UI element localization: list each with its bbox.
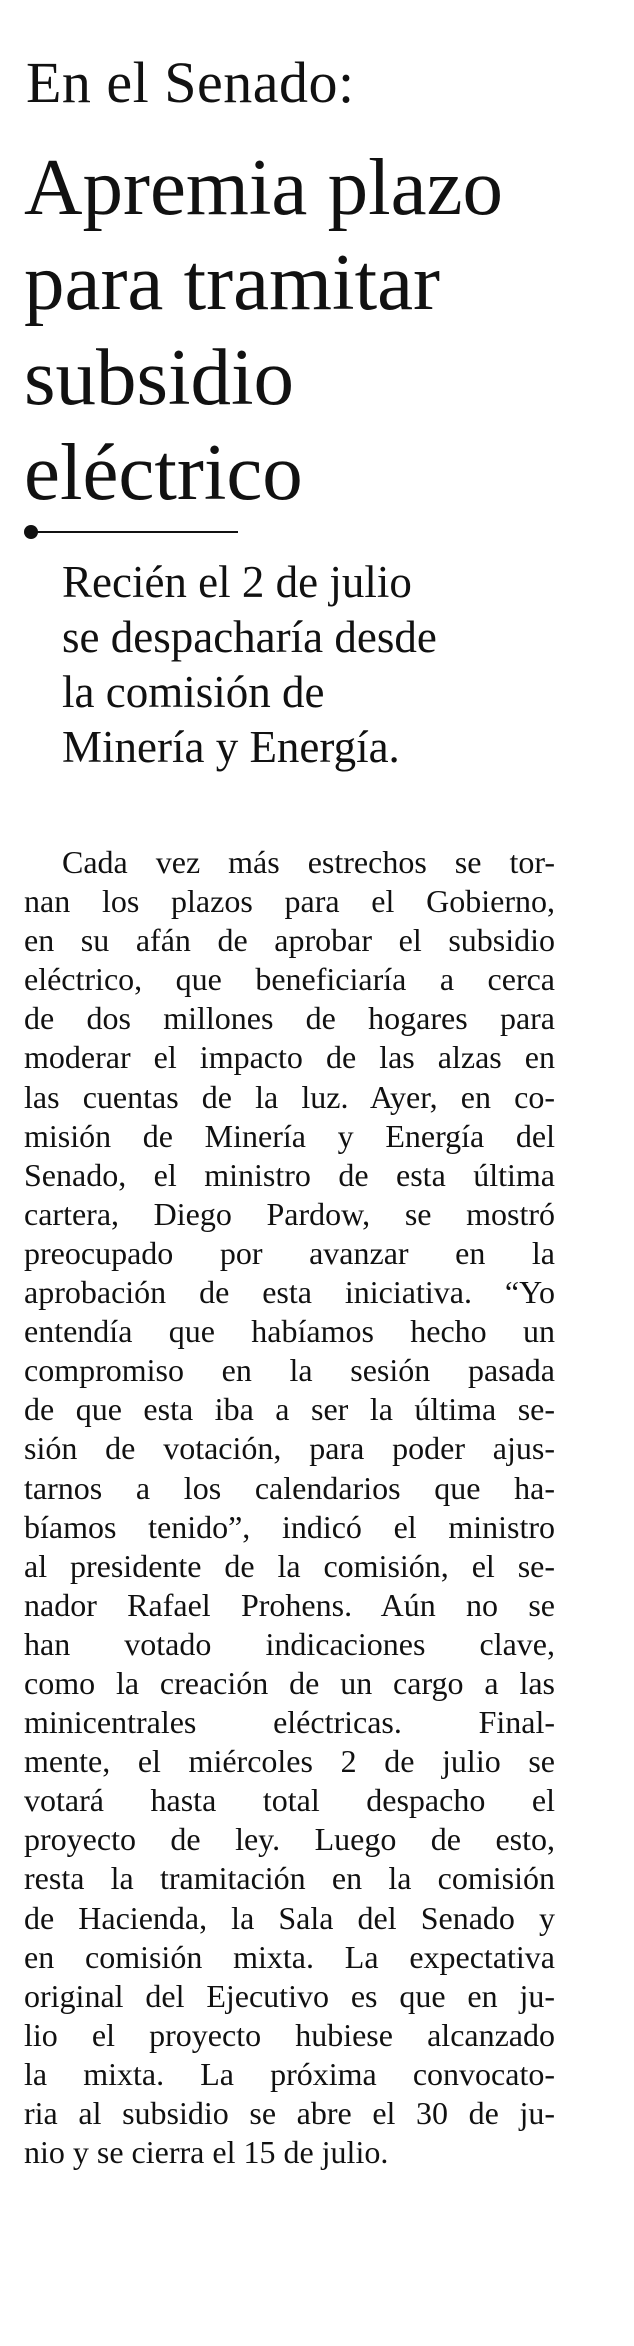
body-line: aprobación de esta iniciativa. “Yo [24, 1274, 555, 1311]
body-line: nan los plazos para el Gobierno, [24, 883, 555, 920]
deck-line: Minería y Energía. [62, 722, 400, 772]
body-line: las cuentas de la luz. Ayer, en co- [24, 1078, 555, 1115]
body-line: ria al subsidio se abre el 30 de ju- [24, 2095, 555, 2131]
body-line: resta la tramitación en la comisión [24, 1860, 555, 1897]
body-line: sión de votación, para poder ajus- [24, 1430, 555, 1467]
body-line: mente, el miércoles 2 de julio se [24, 1743, 555, 1780]
body-line: eléctrico, que beneficiaría a cerca [24, 961, 555, 998]
body-line: Senado, el ministro de esta última [24, 1156, 555, 1193]
body-line: han votado indicaciones clave, [24, 1625, 555, 1662]
headline-line: para tramitar [24, 237, 440, 327]
body-line: en su afán de aprobar el subsidio [24, 922, 555, 959]
body-line: de Hacienda, la Sala del Senado y [24, 1899, 555, 1936]
deck-line: se despacharía desde [62, 612, 437, 662]
body-line: como la creación de un cargo a las [24, 1664, 555, 1701]
deck-line: la comisión de [62, 667, 325, 717]
body-line: nador Rafael Prohens. Aún no se [24, 1586, 555, 1623]
body-line: compromiso en la sesión pasada [24, 1352, 555, 1389]
body-line: tarnos a los calendarios que ha- [24, 1469, 555, 1506]
body-line: nio y se cierra el 15 de julio. [24, 2134, 389, 2171]
body-line: en comisión mixta. La expectativa [24, 1938, 555, 1975]
body-line: al presidente de la comisión, el se- [24, 1547, 555, 1584]
body-line: Cada vez más estrechos se tor- [62, 844, 555, 880]
headline-line: subsidio [24, 332, 295, 422]
body-line: bíamos tenido”, indicó el ministro [24, 1508, 555, 1545]
divider-rule [34, 531, 238, 533]
article-kicker: En el Senado: [26, 50, 355, 115]
body-line: preocupado por avanzar en la [24, 1234, 555, 1271]
body-line: misión de Minería y Energía del [24, 1117, 555, 1154]
article-body [24, 843, 555, 2172]
body-line: proyecto de ley. Luego de esto, [24, 1821, 555, 1858]
body-line: moderar el impacto de las alzas en [24, 1039, 555, 1076]
body-line: de que esta iba a ser la última se- [24, 1391, 555, 1428]
body-line: la mixta. La próxima convocato- [24, 2055, 555, 2092]
headline-line: eléctrico [24, 427, 303, 517]
article-deck [62, 555, 602, 775]
body-line: de dos millones de hogares para [24, 1000, 555, 1037]
deck-line: Recién el 2 de julio [62, 557, 412, 607]
body-line: minicentrales eléctricas. Final- [24, 1704, 555, 1741]
headline-line: Apremia plazo [24, 142, 504, 232]
body-line: votará hasta total despacho el [24, 1782, 555, 1819]
article-headline [24, 140, 614, 520]
body-line: cartera, Diego Pardow, se mostró [24, 1195, 555, 1232]
body-line: entendía que habíamos hecho un [24, 1313, 555, 1350]
body-line: original del Ejecutivo es que en ju- [24, 1977, 555, 2014]
bullet-divider [24, 525, 238, 539]
body-line: lio el proyecto hubiese alcanzado [24, 2016, 555, 2053]
